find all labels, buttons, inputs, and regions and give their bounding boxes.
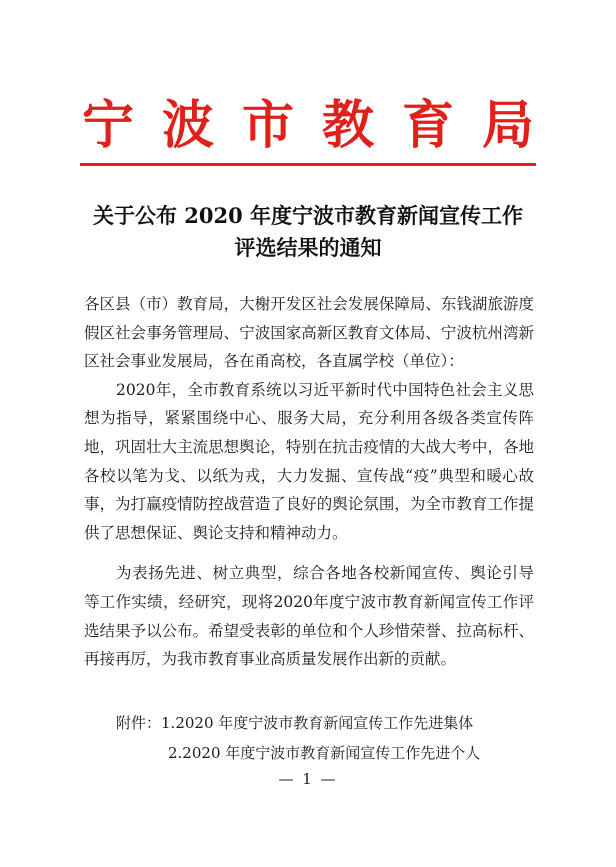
body-paragraph-2: 为表扬先进、树立典型，综合各地各校新闻宣传、舆论引导等工作实绩，经研究，现将2020年度宁波市教育新闻宣传工作评选结果予以公布。希望受表彰的单位和个人珍惜荣誉、拉高标杆、再接再厉，为我市教育事业高质量发展作出新的贡献。: [84, 564, 534, 669]
title-line-1: 关于公布 2020 年度宁波市教育新闻宣传工作: [92, 203, 524, 228]
document-header-org-name: 宁波市教育局: [81, 95, 562, 156]
recipients-paragraph: 各区县（市）教育局，大榭开发区社会发展保障局、东钱湖旅游度假区社会事务管理局、宁波国家高新区教育文体局、宁波杭州湾新区社会事业发展局，各在甬高校，各直属学校（单位）：: [84, 295, 534, 371]
document-body: [84, 290, 534, 674]
header-red-rule: [80, 163, 536, 166]
page-number: — 1 —: [278, 770, 338, 788]
attachment-item-1-text: 1.2020 年度宁波市教育新闻宣传工作先进集体: [161, 714, 474, 732]
document-title: [60, 200, 556, 264]
attachment-item-1: [116, 708, 480, 738]
body-paragraph-1: 2020年，全市教育系统以习近平新时代中国特色社会主义思想为指导，紧紧围绕中心、服务大局，充分利用各级各类宣传阵地，巩固壮大主流思想舆论，特别在抗击疫情的大战大考中，各地各校以笔为戈、以纸为戎，大力发掘、宣传战“疫”典型和暖心故事，为打赢疫情防控战营造了良好的舆论氛围，为全市教育工作提供了思想保证、舆论支持和精神动力。: [84, 380, 534, 542]
title-line-2: 评选结果的通知: [234, 235, 382, 260]
attachment-label: 附件：: [116, 714, 162, 732]
attachments-list: [116, 708, 480, 768]
attachment-item-2: 2.2020 年度宁波市教育新闻宣传工作先进个人: [168, 744, 481, 762]
